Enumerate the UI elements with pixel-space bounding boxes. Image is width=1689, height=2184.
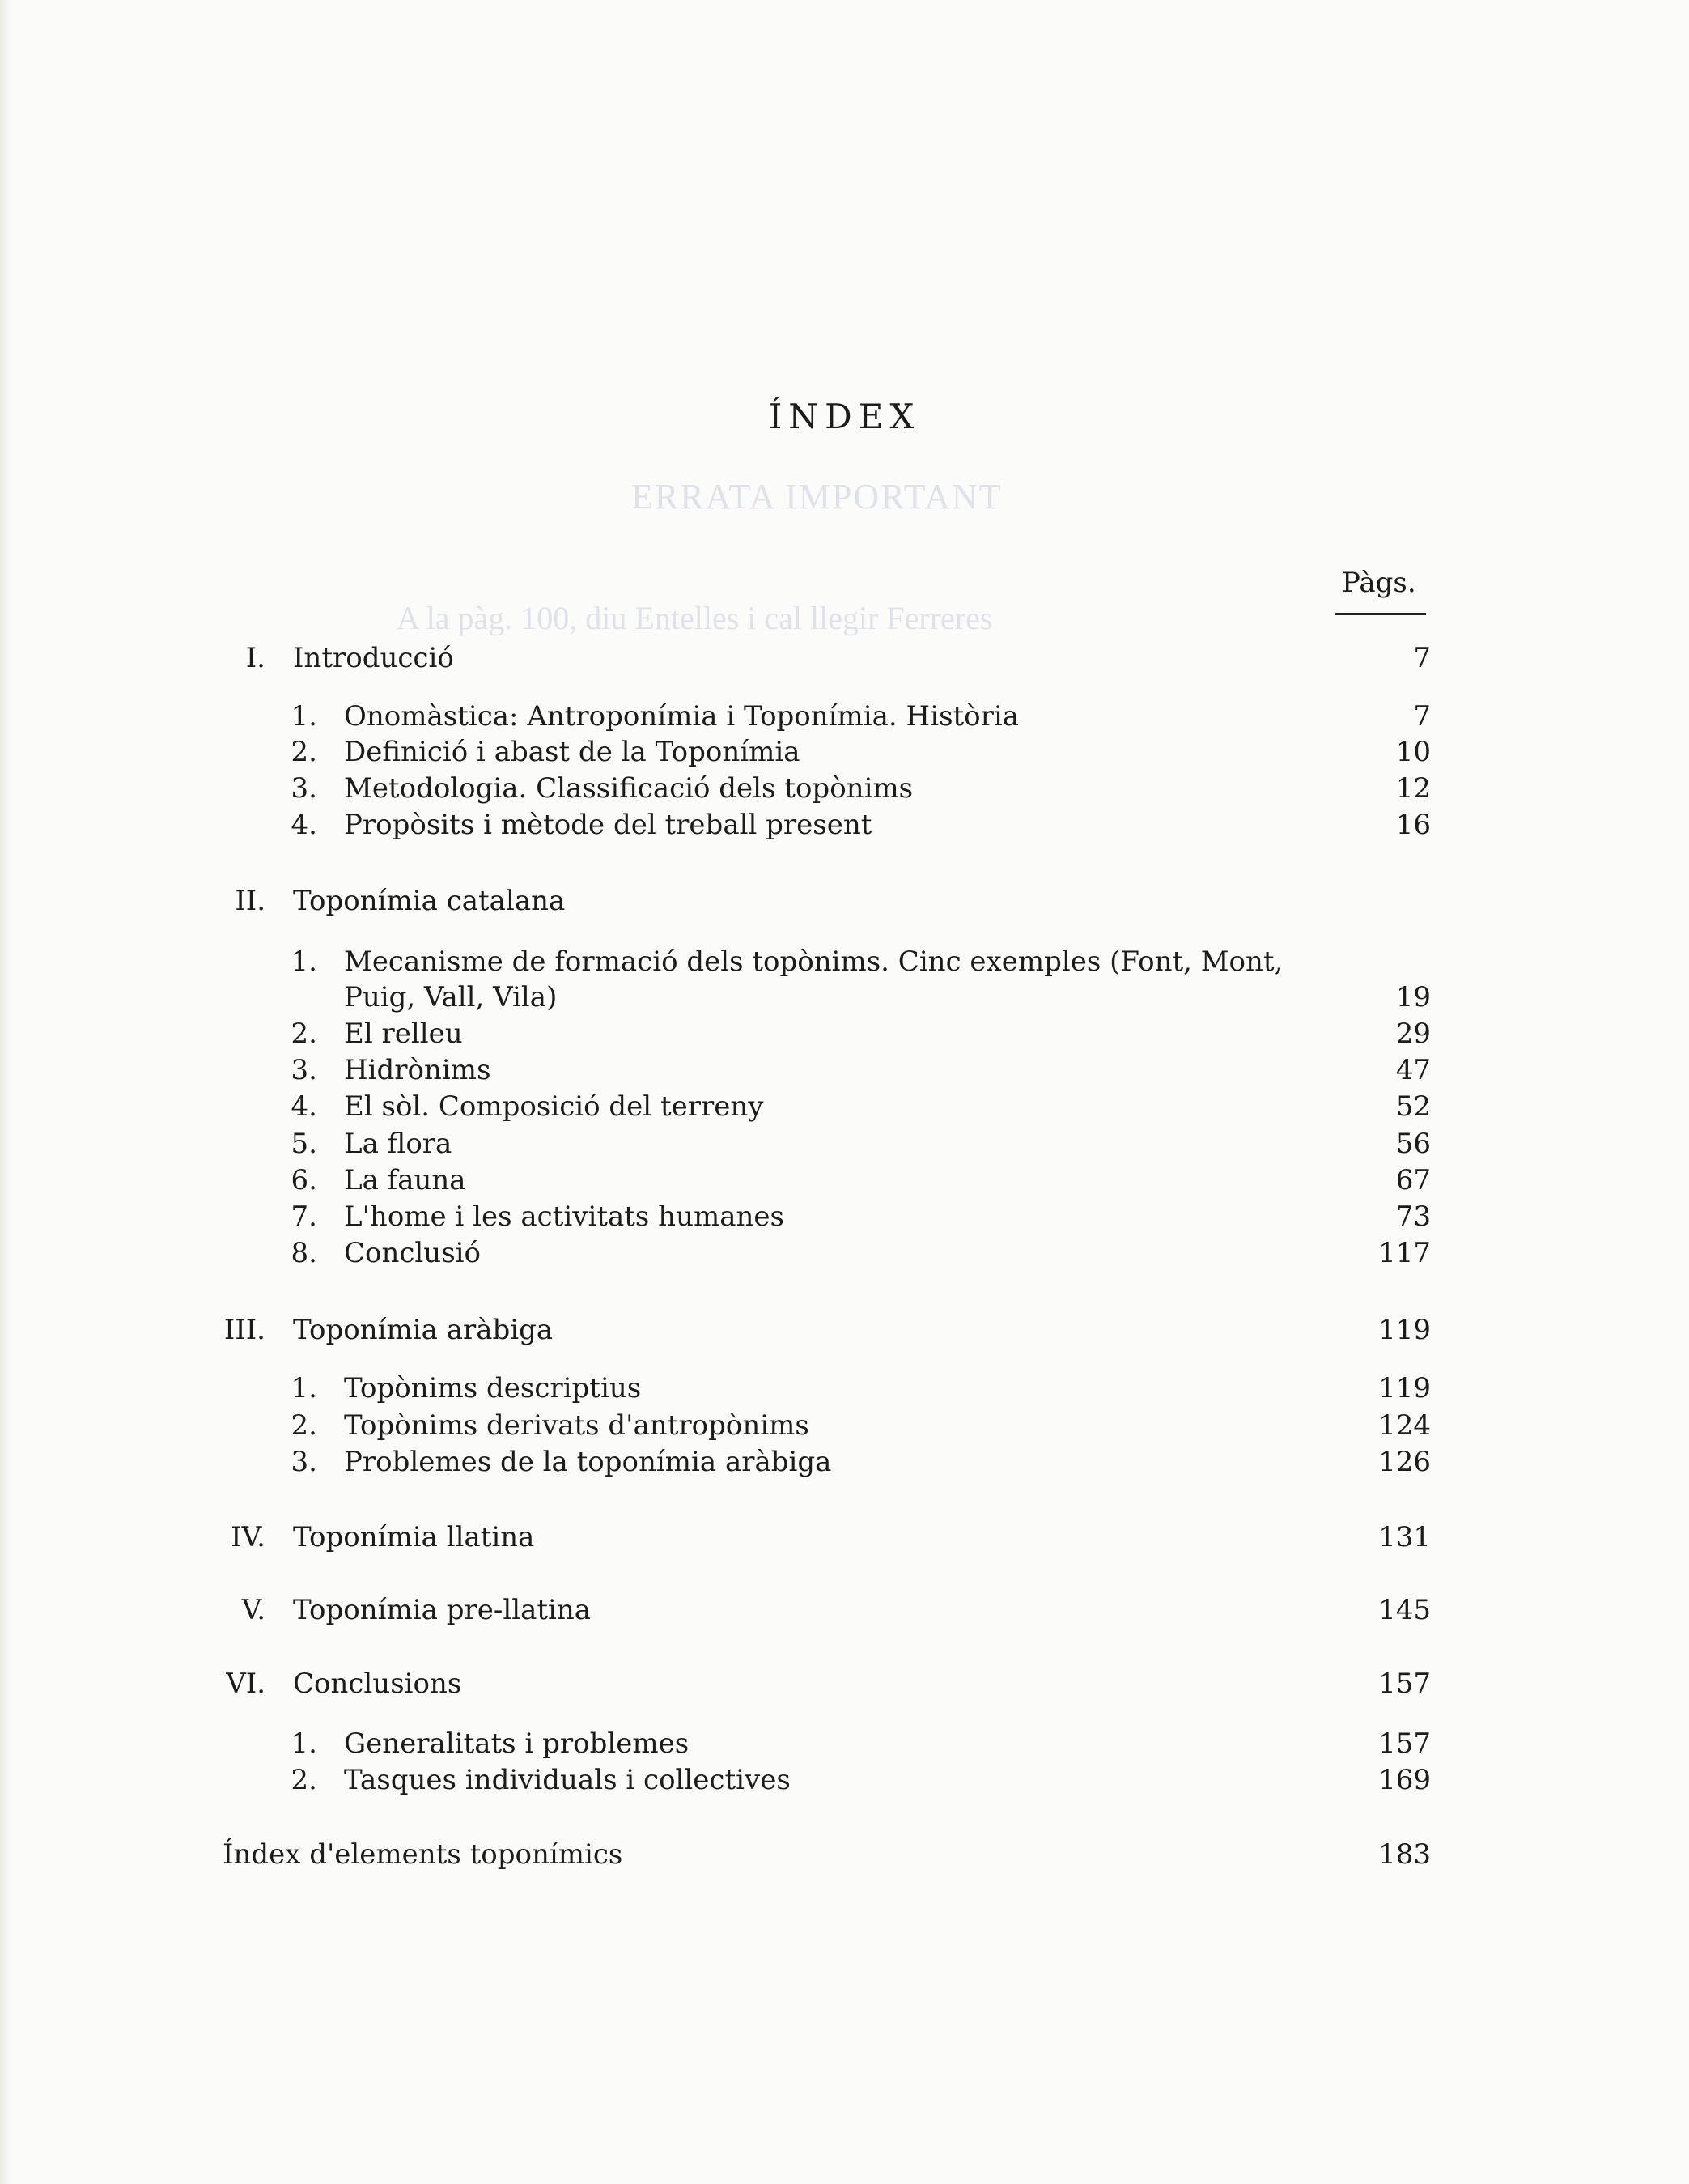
toc-entry-label: Onomàstica: Antroponímia i Toponímia. Història [344, 700, 1020, 733]
pages-header-rule [1335, 613, 1426, 615]
toc-entry-label: Metodologia. Classificació dels topònims [344, 772, 914, 805]
toc-entry-number: 2. [291, 1764, 317, 1796]
toc-entry-number: V. [241, 1594, 265, 1626]
toc-entry-label: Toponímia catalana [293, 885, 566, 917]
toc-entry-number: 7. [291, 1200, 317, 1233]
toc-entry-page: 157 [1378, 1727, 1431, 1760]
toc-entry-label: Definició i abast de la Toponímia [344, 736, 800, 768]
toc-entry-label: Conclusions [293, 1668, 462, 1700]
toc-entry-label: Topònims derivats d'antropònims [344, 1409, 809, 1442]
toc-entry-label: El relleu [344, 1018, 463, 1050]
toc-entry-page: 131 [1378, 1521, 1431, 1553]
toc-entry-label: Tasques individuals i collectives [344, 1764, 791, 1796]
toc-entry-number: II. [235, 885, 265, 917]
toc-entry-label: Topònims descriptius [344, 1372, 642, 1404]
toc-entry-page: 29 [1395, 1018, 1431, 1050]
toc-entry-page: 169 [1378, 1764, 1431, 1796]
toc-entry-number: 1. [291, 1372, 317, 1404]
toc-entry-page: 157 [1378, 1668, 1431, 1700]
toc-entry-label: Toponímia aràbiga [293, 1314, 554, 1346]
toc-entry-number: 2. [291, 1018, 317, 1050]
toc-entry-number: 1. [291, 700, 317, 733]
toc-entry-number: 3. [291, 772, 317, 805]
toc-entry-page: 56 [1395, 1128, 1431, 1160]
toc-entry-page: 7 [1413, 700, 1431, 733]
toc-entry-label: Mecanisme de formació dels topònims. Cinc exemples (Font, Mont, [344, 945, 1284, 978]
toc-entry-number: 8. [291, 1237, 317, 1269]
toc-entry-number: III. [223, 1314, 265, 1346]
toc-entry-number: 1. [291, 1727, 317, 1760]
toc-entry-page: 10 [1395, 736, 1431, 768]
toc-entry-page: 73 [1395, 1200, 1431, 1233]
toc-entry-number: 3. [291, 1054, 317, 1086]
toc-entry-page: 7 [1413, 642, 1431, 674]
page-title: ÍNDEX [768, 397, 921, 436]
toc-entry-label: Problemes de la toponímia aràbiga [344, 1446, 832, 1478]
toc-entry-number: 2. [291, 736, 317, 768]
toc-entry-number: 4. [291, 1090, 317, 1123]
toc-entry-page: 145 [1378, 1594, 1431, 1626]
toc-entry-label: Propòsits i mètode del treball present [344, 809, 872, 841]
toc-entry-page: 119 [1378, 1372, 1431, 1404]
toc-entry-number: 6. [291, 1164, 317, 1196]
toc-entry-page: 52 [1395, 1090, 1431, 1123]
toc-entry-label: Hidrònims [344, 1054, 491, 1086]
toc-entry-page: 19 [1395, 981, 1431, 1013]
bleed-through-heading: ERRATA IMPORTANT [631, 477, 1003, 516]
toc-entry-page: 183 [1378, 1838, 1431, 1871]
toc-entry-page: 67 [1395, 1164, 1431, 1196]
toc-entry-page: 12 [1395, 772, 1431, 805]
toc-entry-number: 2. [291, 1409, 317, 1442]
toc-entry-label: Toponímia llatina [293, 1521, 535, 1553]
toc-entry-label: La flora [344, 1128, 452, 1160]
toc-entry-page: 47 [1395, 1054, 1431, 1086]
toc-entry-page: 117 [1378, 1237, 1431, 1269]
toc-entry-label: El sòl. Composició del terreny [344, 1090, 764, 1123]
toc-entry-label: Conclusió [344, 1237, 481, 1269]
pages-column-header: Pàgs. [1342, 567, 1416, 599]
toc-entry-page: 119 [1378, 1314, 1431, 1346]
toc-entry-number: IV. [231, 1521, 265, 1553]
toc-entry-label: La fauna [344, 1164, 466, 1196]
toc-entry-label: Toponímia pre-llatina [293, 1594, 592, 1626]
bleed-through-note: A la pàg. 100, diu Entelles i cal llegir Ferreres [397, 600, 993, 636]
toc-entry-label: Introducció [293, 642, 454, 674]
toc-entry-label: Índex d'elements toponímics [223, 1838, 623, 1871]
toc-entry-number: I. [245, 642, 265, 674]
toc-entry-page: 126 [1378, 1446, 1431, 1478]
toc-entry-label: L'home i les activitats humanes [344, 1200, 784, 1233]
toc-entry-number: 1. [291, 945, 317, 978]
toc-entry-label: Puig, Vall, Vila) [344, 981, 558, 1013]
toc-entry-page: 16 [1395, 809, 1431, 841]
page-edge [0, 0, 11, 2184]
toc-entry-number: 3. [291, 1446, 317, 1478]
toc-entry-label: Generalitats i problemes [344, 1727, 690, 1760]
toc-entry-page: 124 [1378, 1409, 1431, 1442]
toc-entry-number: VI. [226, 1668, 265, 1700]
toc-entry-number: 4. [291, 809, 317, 841]
toc-entry-number: 5. [291, 1128, 317, 1160]
